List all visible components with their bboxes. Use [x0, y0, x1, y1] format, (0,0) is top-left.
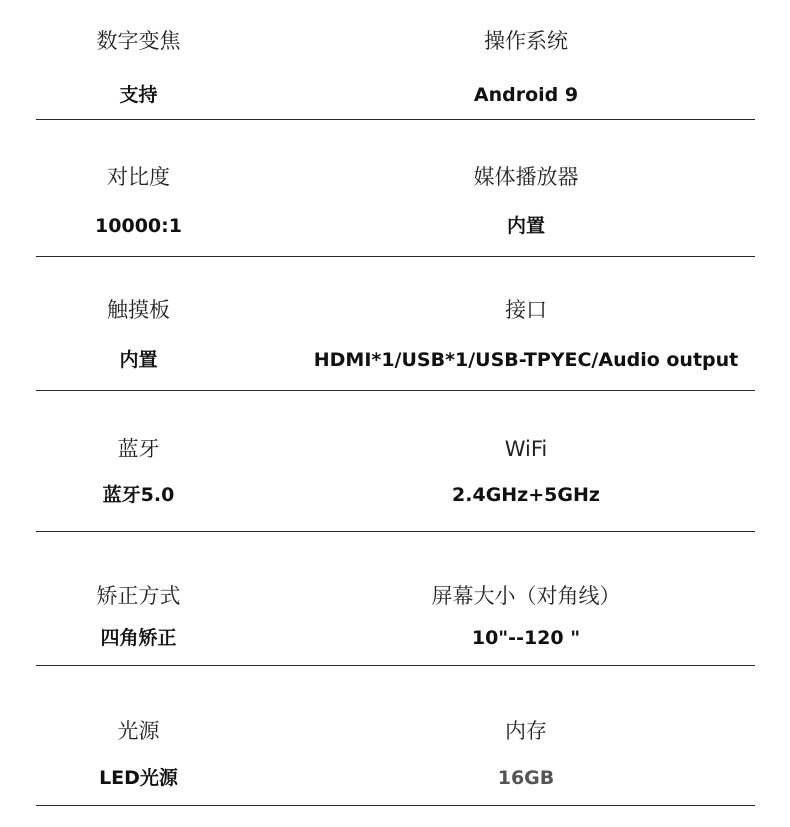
spec-label-digital-zoom: 数字变焦 [96, 29, 181, 53]
spec-label-memory: 内存 [505, 719, 547, 743]
spec-value-contrast: 10000:1 [95, 215, 182, 237]
spec-label-light-source: 光源 [117, 719, 160, 743]
spec-label-ports: 接口 [505, 298, 547, 322]
spec-label-bluetooth: 蓝牙 [117, 437, 160, 461]
spec-label-correction: 矫正方式 [96, 584, 181, 608]
spec-row-2 [36, 120, 755, 257]
spec-row-1 [36, 0, 755, 120]
spec-label-os: 操作系统 [484, 29, 568, 53]
spec-value-media-player: 内置 [506, 215, 545, 237]
spec-value-touchpad: 内置 [119, 349, 158, 371]
spec-value-ports: HDMI*1/USB*1/USB-TPYEC/Audio output [313, 349, 739, 371]
spec-row-4 [36, 391, 755, 532]
spec-row-5 [36, 532, 755, 666]
spec-label-contrast: 对比度 [107, 165, 170, 189]
spec-label-media-player: 媒体播放器 [473, 165, 579, 189]
spec-label-wifi: WiFi [504, 437, 548, 461]
spec-value-light-source: LED光源 [99, 767, 178, 789]
spec-label-screen-size: 屏幕大小（对角线） [431, 584, 621, 608]
spec-value-memory: 16GB [497, 767, 555, 789]
spec-value-os: Android 9 [473, 84, 579, 106]
spec-label-touchpad: 触摸板 [107, 298, 170, 322]
spec-value-wifi: 2.4GHz+5GHz [452, 484, 600, 506]
spec-value-screen-size: 10"--120 " [471, 627, 581, 649]
spec-value-digital-zoom: 支持 [119, 84, 158, 106]
spec-table [36, 0, 755, 806]
spec-row-6 [36, 666, 755, 806]
spec-value-bluetooth: 蓝牙5.0 [102, 484, 175, 506]
spec-value-correction: 四角矫正 [100, 627, 177, 649]
spec-row-3 [36, 257, 755, 391]
